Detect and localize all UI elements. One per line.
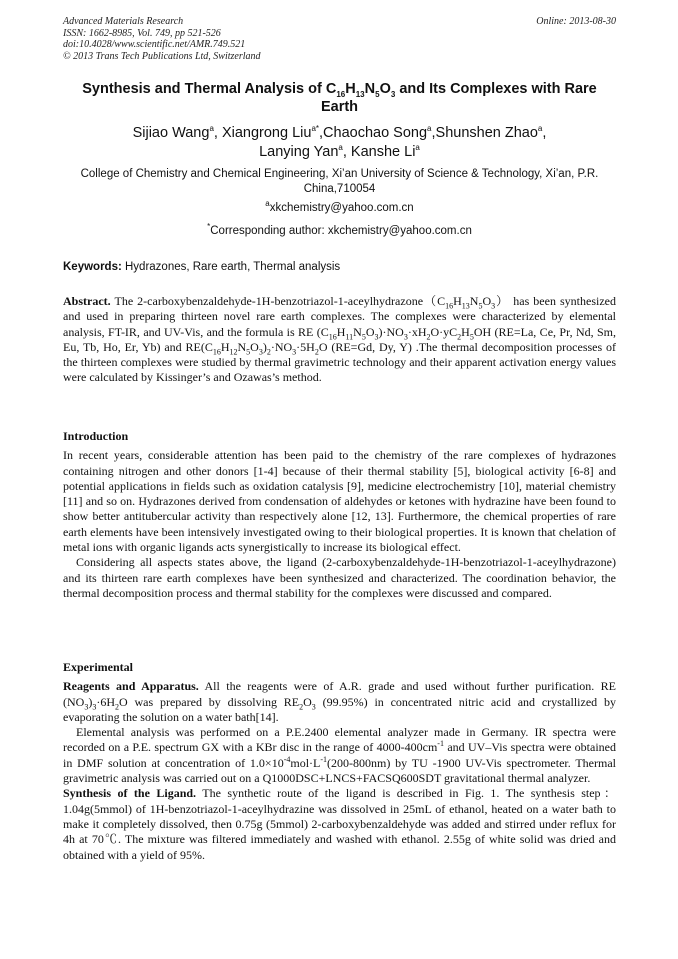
synthesis-paragraph: Synthesis of the Ligand. The synthetic route of the ligand is described in Fig. 1. The synthesis step：1.04g(5mmol) of 1H-benzotriazol-1-aceylhydrazine was dissolved in 25mL of ethanol, heated on a water bath to make it completely dissolved, then 0.75g (5mmol) 2-carboxybenzaldehyde was added and stirred under reflux for 4h at 70℃. The mixture was filtered immediately and washed with ethanol. 2.55g of white solid was dried and obtained with a yield of 95%.	[63, 786, 617, 862]
paper-title: Synthesis and Thermal Analysis of $C_{16}H_{13}N_5O_3$ and Its Complexes with Rare Earth	[82, 81, 597, 115]
author: Lanying Yan	[259, 144, 339, 160]
doi-line[interactable]: doi:10.4028/www.scientific.net/AMR.749.521	[63, 39, 246, 50]
elemental-paragraph: Elemental analysis was performed on a P.E.2400 elemental analyzer made in Germany. IR spectra were recorded on a P.E. spectrum GX with a KBr disc in the range of $4000-400cm^{-1}$ and UV–Vis spectra were obtained in DMF solution at concentration of $1.0\times 10^{-4}mol\cdot L^{-1}(200-800nm)$ by TU -1900 UV-Vis spectrometer. Thermal gravimetric analysis was carried out on a Q1000DSC+LNCS+FACSQ600SDT gravitational thermal analyzer.	[63, 725, 616, 786]
abstract: Abstract. The $2-carboxybenzaldehyde-1H-benzotriazol-1-aceylhydrazone(C_{16}H_{13}N_5O_3)$ has been synthesized and used in preparing thirteen novel rare earth complexes. The complexes were characterized by elemental analysis, FT-IR, and UV-Vis, and the formula is RE $(C_{16}H_{11}N_5O_3)\cdot NO_3\cdot xH_2O\cdot yC_2H_5OH$ (RE=La, Ce, Pr, Nd, Sm, Eu, Tb, Ho, Er, Yb) and $RE(C_{16}H_{12}N_5O_3)_2\cdot NO_3\cdot 5H_2O$ (RE=Gd, Dy, Y) .The thermal decomposition processes of the thirteen complexes were studied by thermal gravimetric technology and their apparent activation energy values were calculated by Kissinger’s and Ozawas’s method.	[63, 294, 617, 385]
affiliation: College of Chemistry and Chemical Engineering, Xi’an University of Science & Technology, Xi’an, P.R. China,710054	[80, 168, 599, 195]
experimental-section	[63, 660, 616, 863]
abstract-label: Abstract.	[63, 294, 111, 308]
copyright-line: © 2013 Trans Tech Publications Ltd, Switzerland	[63, 50, 261, 62]
keywords-text: Hydrazones, Rare earth, Thermal analysis	[121, 261, 341, 273]
introduction-section	[63, 429, 616, 601]
author-list: Sijiao Wang$^a$, Xiangrong Liu$^{a*}$,Chaochao Song$^a$,Shunshen Zhao$^a$, Lanying Yan$^a$, Kanshe Li$^a$	[132, 124, 547, 160]
journal-name: Advanced Materials Research	[63, 16, 184, 27]
introduction-paragraph: In recent years, considerable attention has been paid to the chemistry of the rare complexes of hydrazones containing nitrogen and other donors [1-4] because of their thermal stability [5], biological activity [6-8] and potential applications in fields such as oxidation catalysis [9], medicine electrochemistry [10], material chemistry [11] and so on. Hydrazones derived from condensation of aldehydes or ketones with hydrazine have been found to show better antitubercular activity than respectively alone [12, 13]. Furthermore, the chemical properties of rare earth elements have been intensively investigated owing to their biological properties. It is known that chelation of metal ions with organic ligands acts synergistically to increase its biological effect.	[63, 448, 616, 555]
author: Xiangrong Liu	[221, 125, 312, 141]
keywords	[63, 260, 616, 275]
corresponding-author: *Corresponding author: xkchemistry@yahoo.com.cn	[207, 222, 472, 237]
experimental-heading: Experimental	[63, 660, 133, 674]
author: Kanshe Li	[350, 144, 416, 160]
author: Sijiao Wang	[132, 125, 210, 141]
keywords-label: Keywords:	[63, 261, 122, 273]
journal-header	[63, 16, 616, 62]
author: Shunshen Zhao	[435, 125, 538, 141]
author-email[interactable]: $^a$xkchemistry@yahoo.com.cn	[265, 199, 414, 214]
introduction-paragraph: Considering all aspects states above, the ligand (2-carboxybenzaldehyde-1H-benzotriazol-1-aceylhydrazone) and its thirteen rare earth complexes have been synthesized and characterized. The coordination behavior, the thermal decomposition process and thermal stability for the complexes were discussed and compared.	[63, 555, 616, 600]
introduction-heading: Introduction	[63, 429, 129, 443]
issn-line: ISSN: 1662-8985, Vol. 749, pp 521-526	[63, 27, 221, 39]
online-date: Online: 2013-08-30	[536, 16, 616, 27]
author: Chaochao Song	[323, 125, 428, 141]
reagents-paragraph: Reagents and Apparatus. All the reagents were of A.R. grade and used without further purification. RE $(NO_3)_3\cdot 6H_2O$ was prepared by dissolving $RE_2O_3$ (99.95%) in concentrated nitric acid and crystallized by evaporating the solution on a water bath[14].	[63, 679, 616, 724]
